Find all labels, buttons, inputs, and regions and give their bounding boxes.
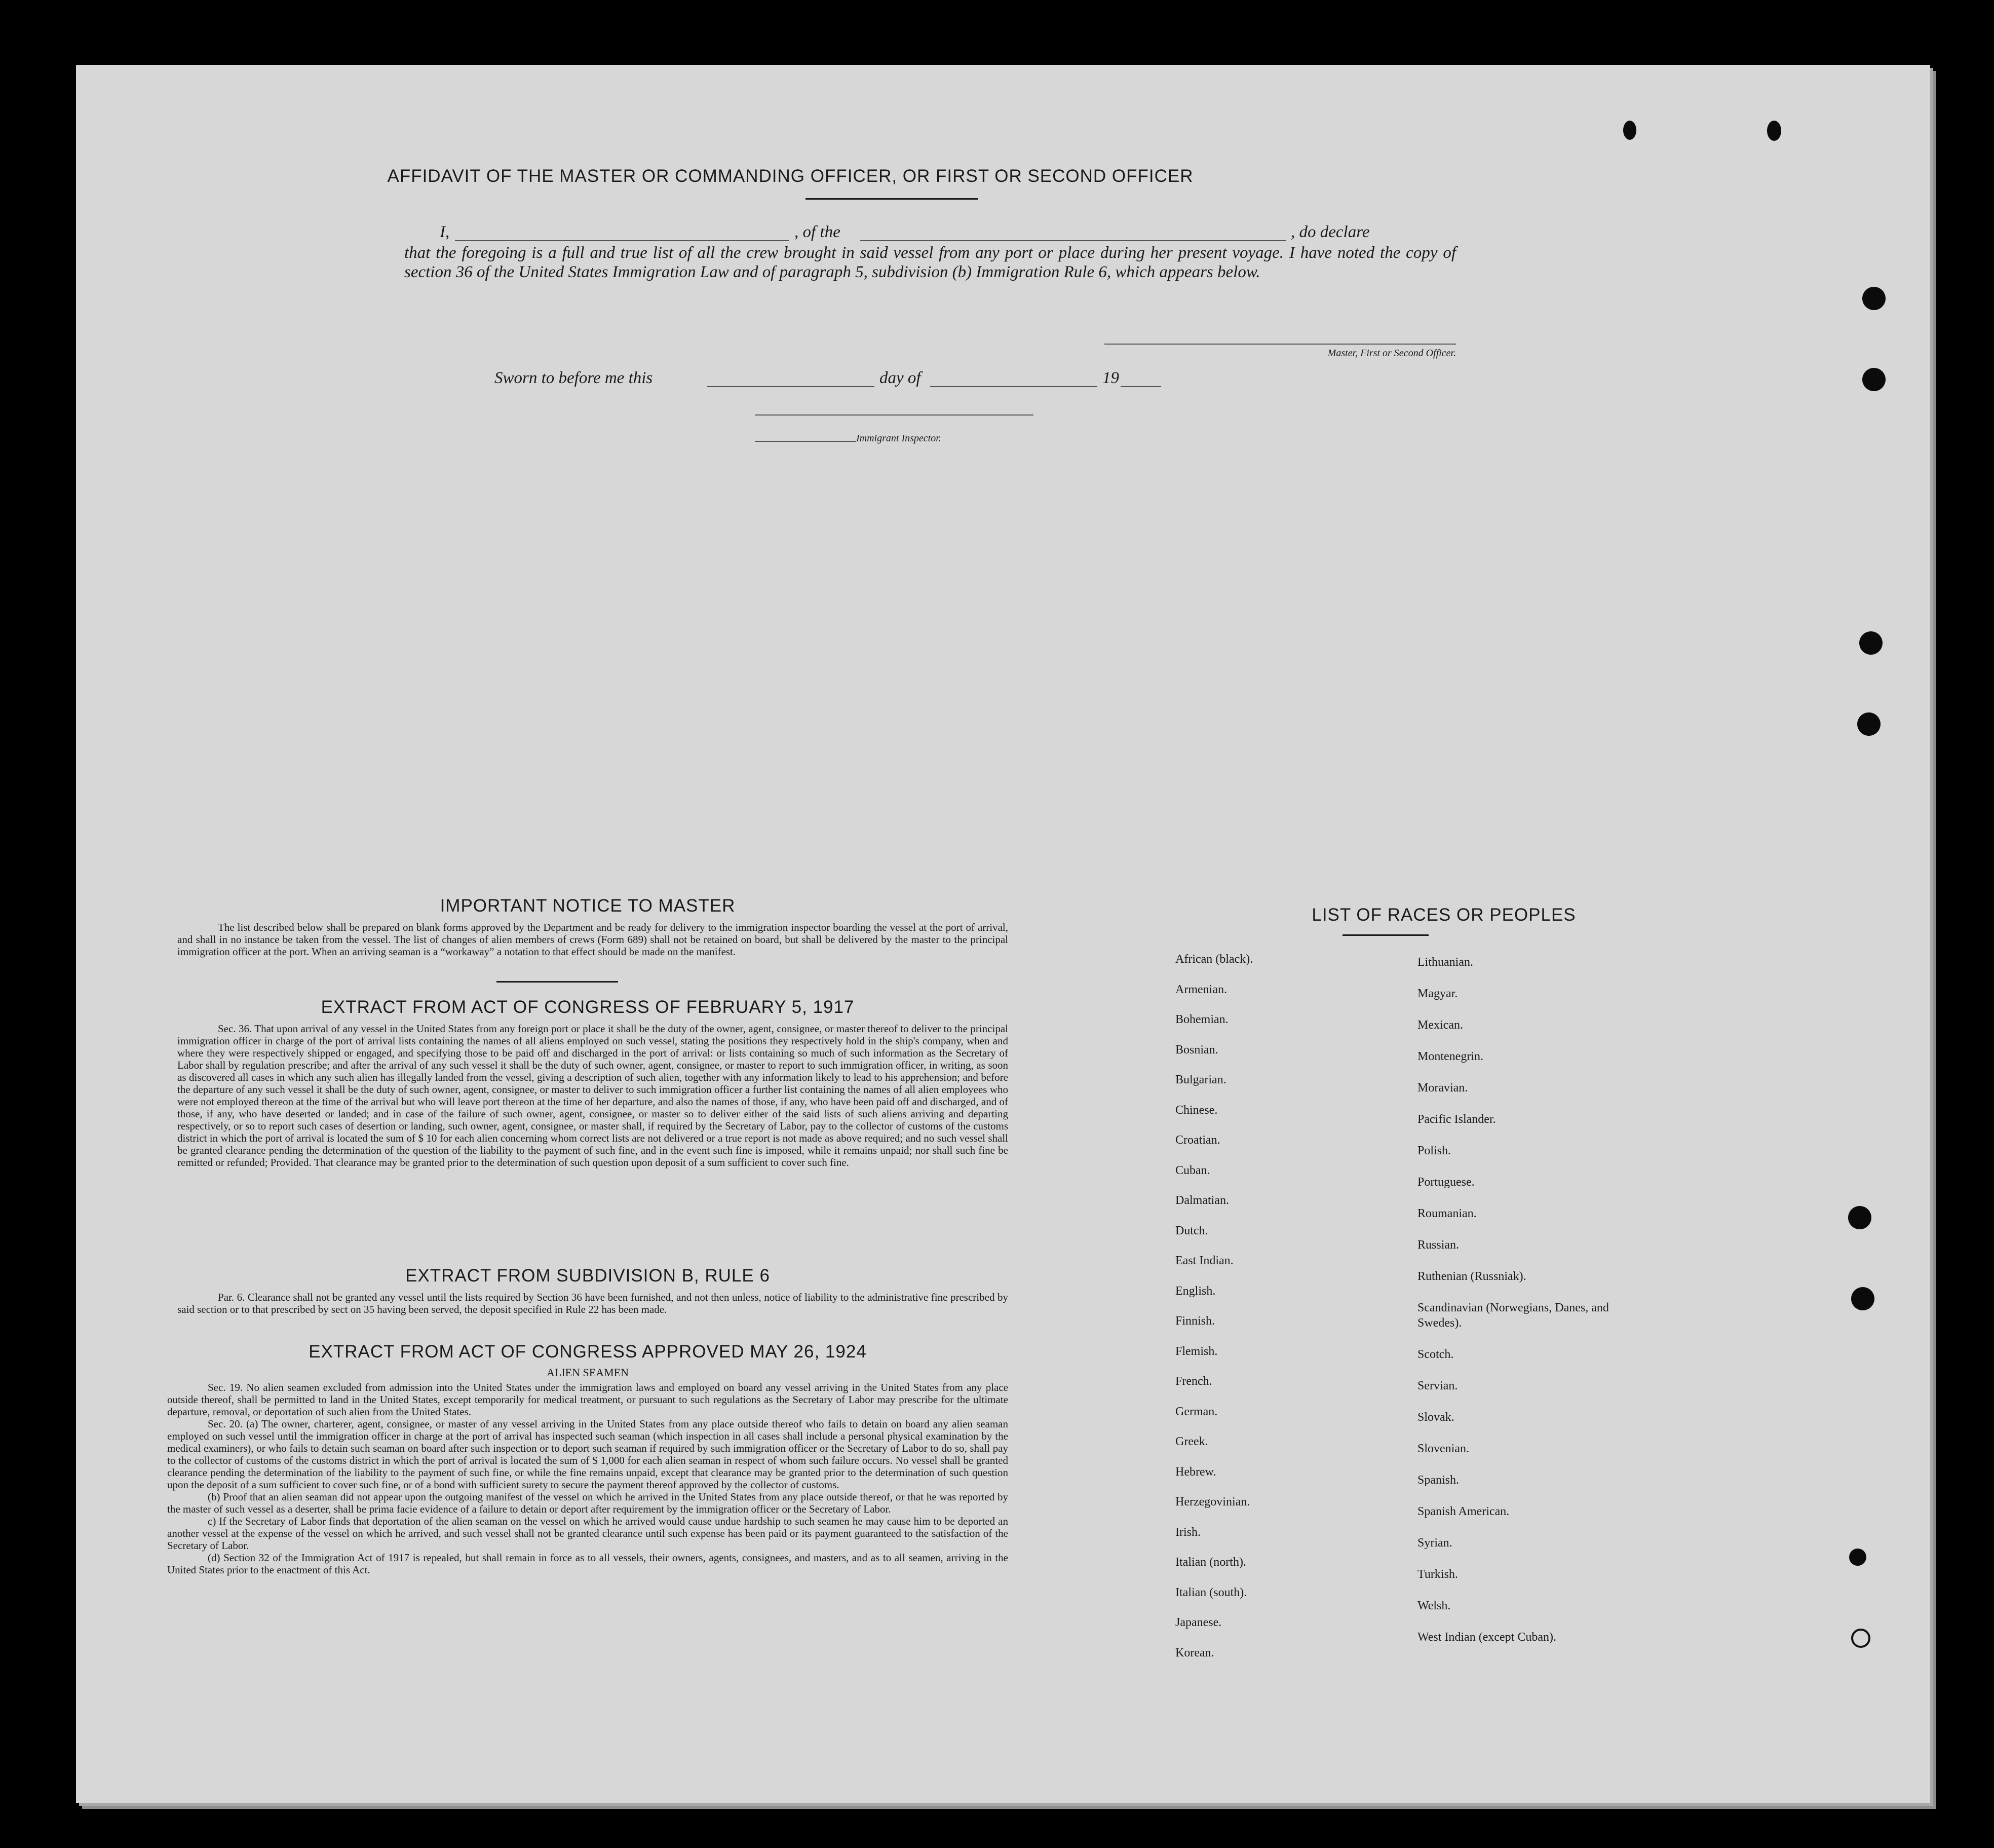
punch-hole [1857,712,1881,736]
sworn-prefix: Sworn to before me this [494,369,653,387]
race-item: Herzegovinian. [1175,1495,1250,1508]
year-blank [1121,386,1161,387]
race-item: Ruthenian (Russniak). [1417,1270,1526,1283]
race-item: Korean. [1175,1646,1214,1660]
month-blank [930,386,1097,387]
signature-label: Master, First or Second Officer. [1327,348,1456,359]
race-item: Scandinavian (Norwegians, Danes, and Swedes). [1417,1301,1609,1330]
race-item: Bulgarian. [1175,1073,1226,1086]
race-item: West Indian (except Cuban). [1417,1631,1556,1644]
sworn-day-of: day of [879,369,921,387]
race-item: Flemish. [1175,1345,1218,1358]
race-item: Spanish American. [1417,1505,1510,1518]
notice-title: IMPORTANT NOTICE TO MASTER [440,896,736,916]
race-item: Italian (south). [1175,1586,1247,1599]
race-item: Spanish. [1417,1474,1460,1487]
race-item: Mexican. [1417,1019,1463,1032]
races-title: LIST OF RACES OR PEOPLES [1312,905,1576,925]
inspector-label: Immigrant Inspector. [856,433,941,444]
extract-1917-text: Sec. 36. That upon arrival of any vessel in the United States from any foreign port or place it shall be the duty of the owner, agent, consignee, or master thereof to deliver to the principal immigration officer in charge of the port of arrival lists containing the names of all aliens employed on such vessel, stating the positions they respectively hold in the ship's company, when and where they were respectively shipped or engaged, and specifying those to be paid off and discharged in the port of arrival: or lists containing so much of such information as the Secretary of Labor shall by regulation prescribe; and after the arrival of any such vessel it shall be the duty of such owner, agent, consignee, or master to report to such immigration officer, in writing, as soon as discovered all cases in which any such alien has illegally landed from the vessel, giving a description of such alien, together with any information likely to lead to his apprehension; and before the departure of any such vessel it shall be the duty of such owner, agent, consignee, or master to deliver to such immigration officer a further list containing the names of all alien employees who were not employed thereon at the time of the arrival but who will leave port thereon at the time of her departure, and also the names of those, if any, who have been paid off and discharged, and of those, if any, who have deserted or landed; and in case of the failure of such owner, agent, consignee, or master so to deliver either of the said lists of such aliens arriving and departing respectively, or so to report such cases of desertion or landing, such owner, agent, consignee, or master shall, if required by the Secretary of Labor, pay to the collector of customs of the customs district in which the port of arrival is located the sum of $ 10 for each alien concerning whom correct lists are not delivered or a true report is not made as above required; and no such vessel shall be granted clearance pending the determination of the question of the liability to the payment of such fine, and in the event such fine is imposed, while it remains unpaid; nor shall such fine be remitted or refunded; Provided. That clearance may be granted prior to the determination of such question upon deposit of a sum sufficient to cover such fine. [177,1023,1008,1168]
race-item: Polish. [1417,1144,1451,1157]
signature-line [1104,344,1456,345]
affidavit-title: AFFIDAVIT OF THE MASTER OR COMMANDING OFFICER, OR FIRST OR SECOND OFFICER [387,166,1194,186]
race-item: Pacific Islander. [1417,1113,1496,1126]
divider [806,198,978,200]
document-page [76,65,1930,1803]
race-item: Cuban. [1175,1164,1210,1177]
race-item: Croatian. [1175,1134,1220,1147]
race-item: Montenegrin. [1417,1050,1483,1063]
race-item: African (black). [1175,953,1253,966]
race-item: Hebrew. [1175,1465,1216,1479]
day-blank [707,386,874,387]
name-blank [455,240,789,241]
extract-1924-body [167,1381,1008,1576]
punch-hole [1851,1629,1870,1648]
sworn-year: 19 [1102,369,1119,387]
race-item: Greek. [1175,1435,1208,1448]
inspector-line-short [755,441,856,442]
sec-20b-paragraph: (b) Proof that an alien seaman did not appear upon the outgoing manifest of the vessel on which he arrived in the United States from any place outside thereof, or that he was reported by the master of such vessel as a deserter, shall be prima facie evidence of a failure to detain or deport after requirement by the immigration officer or the Secretary of Labor. [167,1491,1008,1515]
race-item: Welsh. [1417,1599,1451,1612]
vessel-blank [860,240,1286,241]
of-the-label: , of the [794,223,840,241]
sec-20a-paragraph: Sec. 20. (a) The owner, charterer, agent, consignee, or master of any vessel arriving in the United States from any place outside thereof who fails to detain on board any alien seaman employed on such vessel until the immigration officer in charge at the port of arrival has inspected such seaman (which inspection in all cases shall include a personal physical examination by the medical examiners), or who fails to detain such seaman on board after such inspection or to deport such seaman if required by such immigration officer or the Secretary of Labor to do so, shall pay to the collector of customs of the customs district in which the port of arrival is located the sum of $ 1,000 for each alien seaman in respect of whom such failure occurs. No vessel shall be granted clearance pending the determination of the liability to the payment of such fine, or while the fine remains unpaid, except that clearance may be granted prior to the determination of such question upon the deposit of a sum sufficient to cover such fine, or of a bond with sufficient surety to secure the payment thereof approved by the collector of customs. [167,1418,1008,1491]
race-item: Lithuanian. [1417,956,1473,969]
punch-hole [1851,1287,1874,1310]
punch-hole [1862,287,1886,310]
race-item: French. [1175,1375,1212,1388]
inspector-line [755,414,1033,416]
race-item: English. [1175,1285,1216,1298]
sworn-line [494,369,1254,389]
i-label: I, [440,223,450,241]
race-item: Irish. [1175,1526,1201,1539]
race-item: Roumanian. [1417,1207,1477,1220]
race-item: Finnish. [1175,1314,1215,1328]
punch-hole [1767,121,1781,141]
race-item: Chinese. [1175,1104,1218,1117]
race-item: Slovak. [1417,1411,1454,1424]
race-item: Italian (north). [1175,1556,1246,1569]
extract-1917-title: EXTRACT FROM ACT OF CONGRESS OF FEBRUARY 5, 1917 [321,997,855,1017]
punch-hole [1859,631,1883,655]
race-item: Russian. [1417,1238,1460,1252]
extract-1924-title: EXTRACT FROM ACT OF CONGRESS APPROVED MAY 26, 1924 [309,1342,867,1362]
race-item: German. [1175,1405,1218,1418]
sec-20d-paragraph: (d) Section 32 of the Immigration Act of 1917 is repealed, but shall remain in force as to all vessels, their owners, agents, consignees, and masters, and as to all seamen, arriving in the United States prior to the enactment of this Act. [167,1552,1008,1576]
race-item: Japanese. [1175,1616,1222,1629]
race-item: Syrian. [1417,1536,1452,1550]
punch-hole [1848,1206,1871,1229]
sec-19-paragraph: Sec. 19. No alien seamen excluded from admission into the United States under the immigration laws and employed on board any vessel arriving in the United States from any place outside thereof, shall be permitted to land in the United States, except temporarily for medical treatment, or pursuant to such regulations as the Secretary of Labor may prescribe for the ultimate departure, removal, or deportation of such alien from the United States. [167,1381,1008,1418]
divider [1343,934,1429,936]
race-item: Portuguese. [1417,1176,1475,1189]
race-item: East Indian. [1175,1254,1234,1267]
notice-text: The list described below shall be prepared on blank forms approved by the Department and be ready for delivery to the immigration inspector boarding the vessel at the port of arrival, and shall in no instance be taken from the vessel. The list of changes of alien members of crews (Form 689) shall not be retained on board, but shall be delivered by the master to the principal immigration officer at the port. When an arriving seaman is a “workaway” a notation to that effect should be made on the manifest. [177,921,1008,958]
race-item: Bosnian. [1175,1043,1218,1057]
race-item: Magyar. [1417,987,1458,1000]
divider [496,981,618,983]
race-item: Dutch. [1175,1224,1208,1237]
race-item: Turkish. [1417,1568,1458,1581]
race-item: Scotch. [1417,1348,1454,1361]
sec-20c-paragraph: c) If the Secretary of Labor finds that deportation of the alien seaman on the vessel on which he arrived would cause undue hardship to such seamen he may cause him to be deported an another vessel at the expense of the vessel on which he arrived, and such vessel shall not be granted clearance until such expense has been paid or its payment guaranteed to the satisfaction of the Secretary of Labor. [167,1515,1008,1552]
extract-1924-subtitle: ALIEN SEAMEN [547,1366,629,1379]
race-item: Armenian. [1175,983,1227,996]
declare-label: , do declare [1291,223,1370,241]
race-item: Servian. [1417,1379,1458,1392]
rule-6-title: EXTRACT FROM SUBDIVISION B, RULE 6 [405,1266,770,1286]
affidavit-first-line [440,223,1456,243]
affidavit-text: that the foregoing is a full and true list of all the crew brought in said vessel from any port or place during her present voyage. I have noted the copy of section 36 of the United States Immigration Law and of paragraph 5, subdivision (b) Immigration Rule 6, which appears below. [404,244,1456,281]
race-item: Slovenian. [1417,1442,1469,1455]
race-item: Moravian. [1417,1081,1468,1095]
punch-hole [1849,1549,1866,1566]
rule-6-text: Par. 6. Clearance shall not be granted any vessel until the lists required by Section 36 have been furnished, and not then unless, notice of liability to the administrative fine prescribed by said section or to that prescribed by sect on 35 having been served, the deposit specified in Rule 22 has been made. [177,1291,1008,1315]
race-item: Bohemian. [1175,1013,1229,1026]
race-item: Dalmatian. [1175,1194,1229,1207]
punch-hole [1623,121,1636,140]
punch-hole [1862,368,1886,391]
